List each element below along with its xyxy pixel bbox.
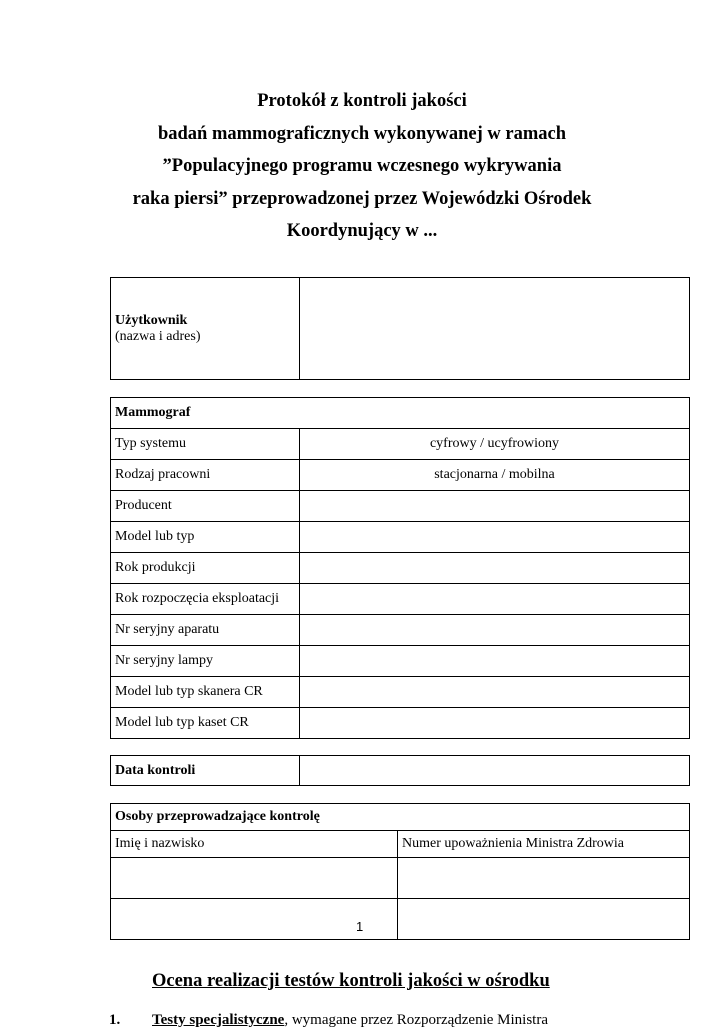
table-row xyxy=(111,858,690,899)
device-serial-value[interactable] xyxy=(300,615,690,646)
mammograph-table xyxy=(110,397,690,739)
title-line-2: badań mammograficznych wykonywanej w ramach xyxy=(157,123,566,144)
title-line-4: raka piersi” przeprowadzonej przez Wojewódzki Ośrodek xyxy=(132,188,592,209)
cr-scanner-label: Model lub typ skanera CR xyxy=(111,677,300,708)
document-title xyxy=(0,85,724,248)
table-row xyxy=(111,491,690,522)
model-label: Model lub typ xyxy=(111,522,300,553)
table-row xyxy=(111,615,690,646)
item-text: , wymagane przez Rozporządzenie Ministra xyxy=(284,1012,548,1028)
lab-type-value[interactable]: stacjonarna / mobilna xyxy=(300,460,690,491)
table-row xyxy=(111,899,690,940)
inspector-name-field[interactable] xyxy=(111,899,398,940)
inspection-date-field[interactable] xyxy=(300,756,690,786)
cr-cassette-label: Model lub typ kaset CR xyxy=(111,708,300,739)
inspector-number-field[interactable] xyxy=(398,899,690,940)
user-label-cell xyxy=(111,278,300,380)
title-line-5: Koordynujący w ... xyxy=(286,221,438,241)
table-row xyxy=(111,522,690,553)
production-year-value[interactable] xyxy=(300,553,690,584)
lab-type-label: Rodzaj pracowni xyxy=(111,460,300,491)
item-number: 1. xyxy=(109,1012,121,1028)
tube-serial-label: Nr seryjny lampy xyxy=(111,646,300,677)
inspection-date-label: Data kontroli xyxy=(111,756,300,786)
table-row xyxy=(111,429,690,460)
production-year-label: Rok produkcji xyxy=(111,553,300,584)
system-type-value[interactable]: cyfrowy / ucyfrowiony xyxy=(300,429,690,460)
item-heading: Testy specjalistyczne xyxy=(152,1012,285,1028)
model-value[interactable] xyxy=(300,522,690,553)
column-header-authorization: Numer upoważnienia Ministra Zdrowia xyxy=(398,831,690,858)
table-row xyxy=(111,584,690,615)
producer-value[interactable] xyxy=(300,491,690,522)
user-value-field[interactable] xyxy=(300,278,690,380)
user-label: Użytkownik xyxy=(115,312,188,328)
cr-cassette-value[interactable] xyxy=(300,708,690,739)
table-row xyxy=(111,677,690,708)
section-title: Ocena realizacji testów kontroli jakości w ośrodku xyxy=(152,971,550,991)
device-serial-label: Nr seryjny aparatu xyxy=(111,615,300,646)
table-row xyxy=(111,708,690,739)
table-row xyxy=(111,460,690,491)
operation-start-label: Rok rozpoczęcia eksploatacji xyxy=(111,584,300,615)
system-type-label: Typ systemu xyxy=(111,429,300,460)
inspection-date-table xyxy=(110,755,690,786)
user-table xyxy=(110,277,690,380)
inspector-number-field[interactable] xyxy=(398,858,690,899)
cr-scanner-value[interactable] xyxy=(300,677,690,708)
tube-serial-value[interactable] xyxy=(300,646,690,677)
page-number: 1 xyxy=(356,919,364,934)
table-row xyxy=(111,553,690,584)
inspector-name-field[interactable] xyxy=(111,858,398,899)
title-line-3: ”Populacyjnego programu wczesnego wykrywania xyxy=(162,156,562,176)
inspectors-table xyxy=(110,803,690,940)
mammograph-header: Mammograf xyxy=(111,398,690,429)
column-header-name: Imię i nazwisko xyxy=(111,831,398,858)
list-item xyxy=(109,1012,548,1029)
table-row xyxy=(111,646,690,677)
producer-label: Producent xyxy=(111,491,300,522)
operation-start-value[interactable] xyxy=(300,584,690,615)
inspectors-header: Osoby przeprowadzające kontrolę xyxy=(111,804,690,831)
title-line-1: Protokół z kontroli jakości xyxy=(257,91,467,111)
user-sublabel: (nazwa i adres) xyxy=(115,328,201,344)
